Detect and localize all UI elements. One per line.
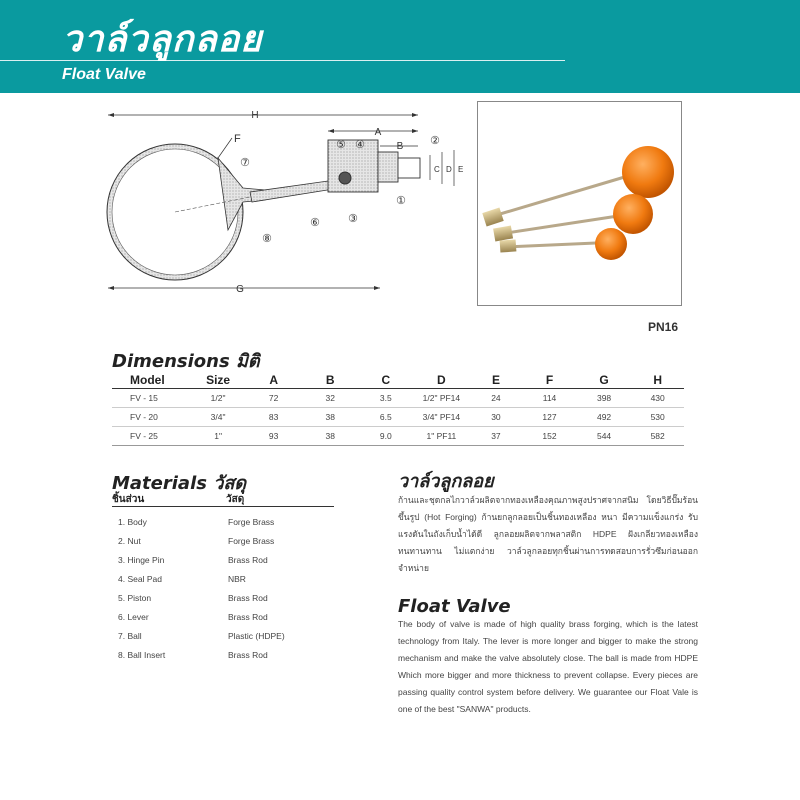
material-part: 3. Hinge Pin xyxy=(118,555,165,565)
materials-title-en: Materials xyxy=(112,473,207,494)
cell-size: 3/4" xyxy=(191,407,246,426)
material-part: 1. Body xyxy=(118,517,147,527)
callout-8: ⑧ xyxy=(262,232,272,245)
cell-d: 1" PF11 xyxy=(413,426,470,445)
col-b: B xyxy=(302,372,359,388)
col-e: E xyxy=(470,372,523,388)
description-en-heading: Float Valve xyxy=(398,596,511,617)
table-row xyxy=(112,426,684,445)
material-name: NBR xyxy=(228,574,246,584)
cell-g: 492 xyxy=(577,407,632,426)
list-item xyxy=(112,550,334,569)
cell-h: 582 xyxy=(631,426,684,445)
cell-c: 3.5 xyxy=(359,388,414,407)
page-subtitle: Float Valve xyxy=(62,66,146,83)
list-item xyxy=(112,531,334,550)
cell-d: 1/2" PF14 xyxy=(413,388,470,407)
cell-model: FV - 20 xyxy=(112,407,191,426)
callout-7: ⑦ xyxy=(240,156,250,169)
callout-5: ⑤ xyxy=(336,138,346,151)
dimensions-header-row xyxy=(112,372,684,388)
cell-size: 1" xyxy=(191,426,246,445)
material-name: Forge Brass xyxy=(228,536,275,546)
callout-4: ④ xyxy=(355,138,365,151)
callout-3: ③ xyxy=(348,212,358,225)
material-part: 2. Nut xyxy=(118,536,141,546)
material-part: 4. Seal Pad xyxy=(118,574,162,584)
cell-c: 9.0 xyxy=(359,426,414,445)
materials-title-th: วัสดุ xyxy=(213,473,247,494)
cell-g: 398 xyxy=(577,388,632,407)
list-item xyxy=(112,607,334,626)
material-name: Brass Rod xyxy=(228,555,268,565)
dim-label-f: F xyxy=(234,133,241,145)
col-h: H xyxy=(631,372,684,388)
material-name: Plastic (HDPE) xyxy=(228,631,285,641)
cell-a: 83 xyxy=(245,407,302,426)
description-th-text: ก้านและชุดกลไกวาล์วผลิตจากทองเหลืองคุณภาพสูงปราศจากสนิม โดยวิธีปั๊มร้อนขึ้นรูป (Hot Forging) ก้านยกลูกลอยเป็นชิ้นทองเหลือง หนา มีความแข็งแกร่ง รับแรงดันในถังเก็บน้ำได้ดี ลูกลอยผลิตจากพลาสติก HDPE ฝังเกลียวทองเหลือง ทนทานทาน ไม่แตกง่าย วาล์วลูกลอยทุกชิ้นผ่านการทดสอบการรั่วซึมก่อนออกจำหน่าย xyxy=(398,495,698,573)
material-name: Brass Rod xyxy=(228,612,268,622)
list-item xyxy=(112,569,334,588)
cell-size: 1/2" xyxy=(191,388,246,407)
material-part: 6. Lever xyxy=(118,612,149,622)
product-photo xyxy=(477,101,682,306)
dim-label-b: B xyxy=(396,141,404,152)
cell-h: 430 xyxy=(631,388,684,407)
cell-d: 3/4" PF14 xyxy=(413,407,470,426)
cell-f: 152 xyxy=(522,426,577,445)
dim-label-g: G xyxy=(236,284,244,295)
cell-b: 32 xyxy=(302,388,359,407)
header-divider xyxy=(0,60,565,61)
dim-label-a: A xyxy=(374,127,382,138)
cell-f: 114 xyxy=(522,388,577,407)
cell-c: 6.5 xyxy=(359,407,414,426)
cell-e: 24 xyxy=(470,388,523,407)
dim-label-e: E xyxy=(458,165,464,174)
dim-label-d: D xyxy=(446,165,452,174)
page-title-thai: วาล์วลูกลอย xyxy=(62,19,263,60)
col-f: F xyxy=(522,372,577,388)
pressure-rating: PN16 xyxy=(648,320,679,334)
materials-list xyxy=(112,512,334,664)
cell-model: FV - 25 xyxy=(112,426,191,445)
cell-g: 544 xyxy=(577,426,632,445)
description-en-text: The body of valve is made of high quality brass forging, which is the latest technology from Italy. The lever is more longer and bigger to make the strong mechanism and make the valve absolutely close. The ball is made from HDPE Which more bigger and more thickness to prevent collapse. Every pieces are passing quality control system before delivery. We guarantee our Float Vale is one of the best "SANWA" products. xyxy=(398,619,698,714)
col-a: A xyxy=(245,372,302,388)
header-banner xyxy=(0,0,800,93)
material-part: 5. Piston xyxy=(118,593,152,603)
col-c: C xyxy=(359,372,414,388)
list-item xyxy=(112,588,334,607)
dimensions-heading xyxy=(112,346,260,375)
cell-model: FV - 15 xyxy=(112,388,191,407)
material-part: 8. Ball Insert xyxy=(118,650,166,660)
col-d: D xyxy=(413,372,470,388)
list-item xyxy=(112,626,334,645)
col-model: Model xyxy=(112,372,191,388)
cell-e: 37 xyxy=(470,426,523,445)
cell-b: 38 xyxy=(302,407,359,426)
dimensions-title-en: Dimensions xyxy=(112,351,230,372)
material-name: Brass Rod xyxy=(228,593,268,603)
dimensions-table xyxy=(112,372,684,446)
cell-a: 72 xyxy=(245,388,302,407)
materials-col-material: วัสดุ xyxy=(226,494,245,505)
col-size: Size xyxy=(191,372,246,388)
large-float-ball-icon xyxy=(622,146,674,198)
cell-e: 30 xyxy=(470,407,523,426)
cell-h: 530 xyxy=(631,407,684,426)
dim-label-c: C xyxy=(434,165,440,174)
table-row xyxy=(112,407,684,426)
materials-divider xyxy=(112,506,334,507)
material-part: 7. Ball xyxy=(118,631,142,641)
small-float-ball-icon xyxy=(595,228,627,260)
callout-6: ⑥ xyxy=(310,216,320,229)
col-g: G xyxy=(577,372,632,388)
dimensions-title-th: มิติ xyxy=(235,351,260,372)
cell-a: 93 xyxy=(245,426,302,445)
table-row xyxy=(112,388,684,407)
medium-float-ball-icon xyxy=(613,194,653,234)
cell-f: 127 xyxy=(522,407,577,426)
list-item xyxy=(112,645,334,664)
callout-1: ① xyxy=(396,194,406,207)
material-name: Forge Brass xyxy=(228,517,275,527)
material-name: Brass Rod xyxy=(228,650,268,660)
callout-2: ② xyxy=(430,134,440,147)
float-valve-technical-drawing xyxy=(100,100,470,310)
list-item xyxy=(112,512,334,531)
description-th-heading: วาล์วลูกลอย xyxy=(398,471,494,492)
dim-label-h: H xyxy=(251,110,259,121)
cell-b: 38 xyxy=(302,426,359,445)
materials-col-part: ชิ้นส่วน xyxy=(112,494,145,505)
